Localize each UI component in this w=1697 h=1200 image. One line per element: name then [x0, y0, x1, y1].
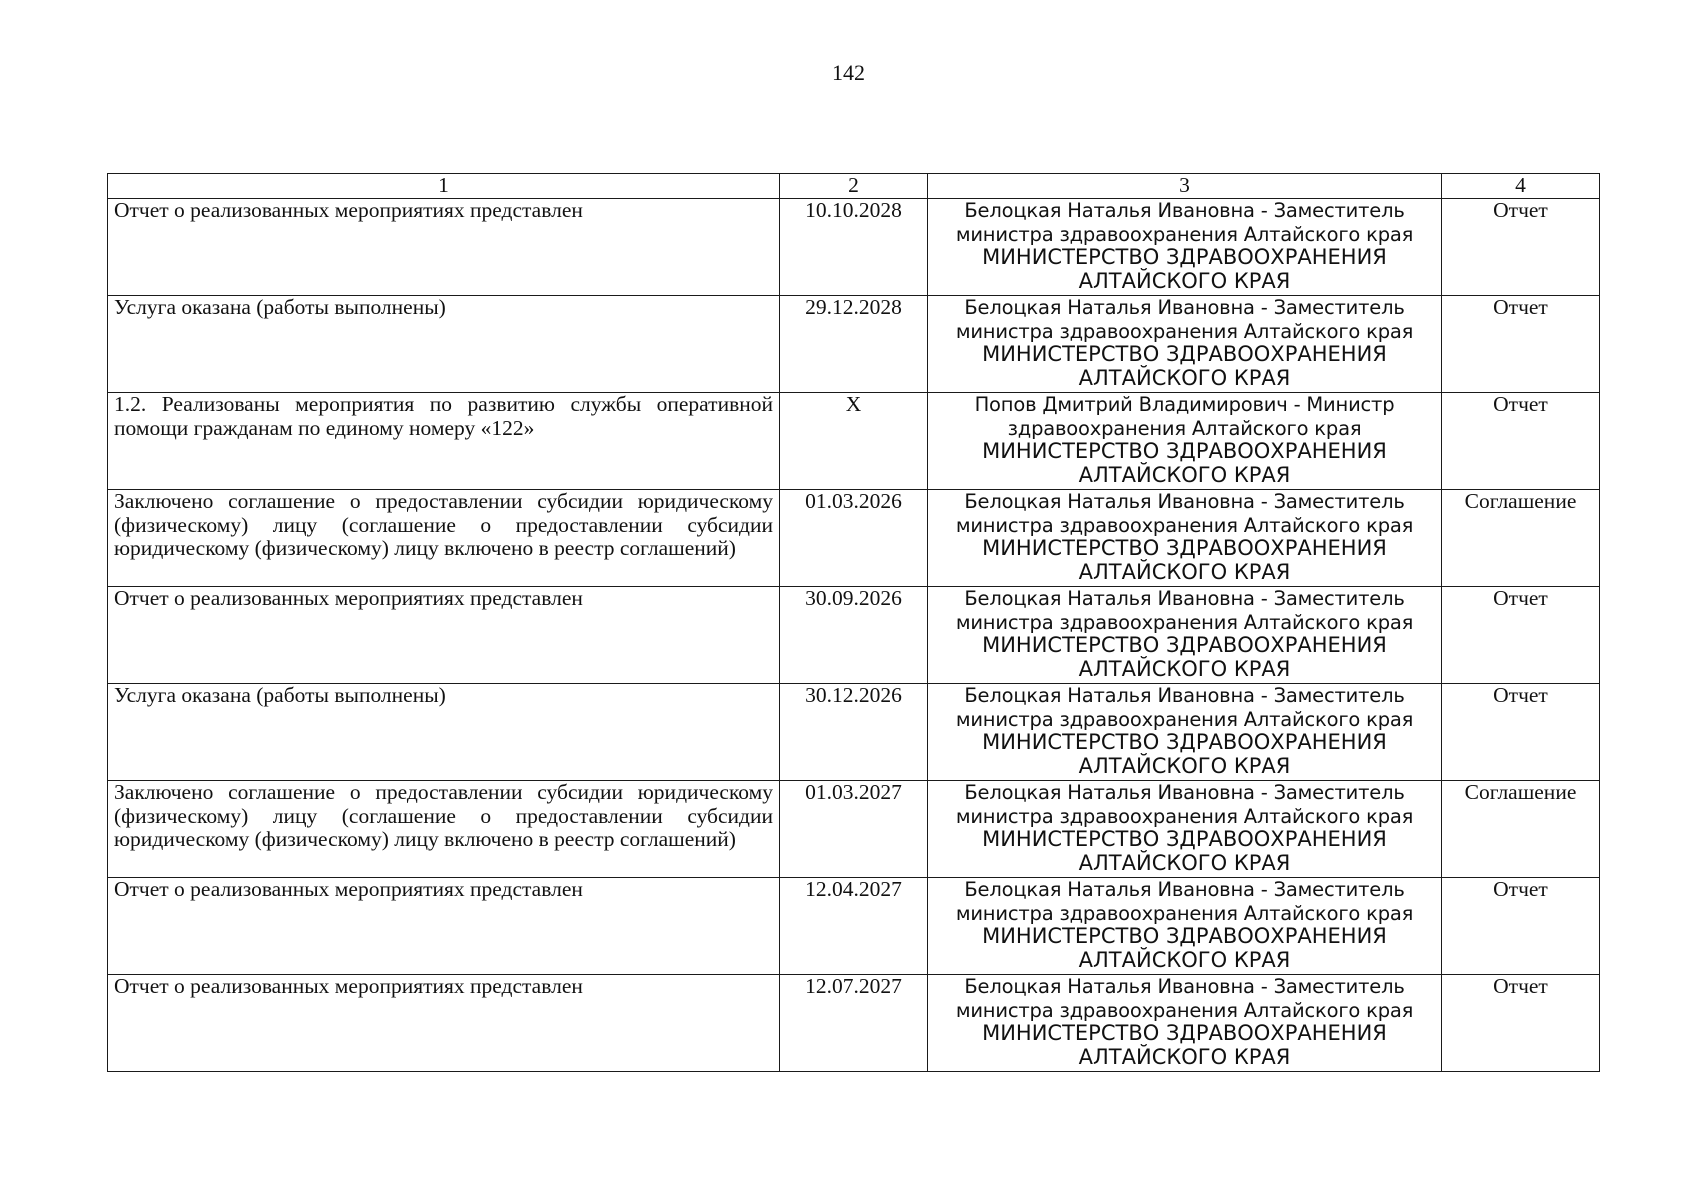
responsible-organization: МИНИСТЕРСТВО ЗДРАВООХРАНЕНИЯ АЛТАЙСКОГО КРАЯ — [982, 536, 1387, 584]
date-cell: 10.10.2028 — [780, 199, 928, 296]
document-table — [107, 173, 1600, 1072]
responsible-person: Белоцкая Наталья Ивановна - Заместитель министра здравоохранения Алтайского края — [955, 199, 1414, 246]
document-type-cell: Отчет — [1442, 296, 1600, 393]
result-cell: Заключено соглашение о предоставлении субсидии юридическому (физическому) лицу (соглашение о предоставлении субсидии юридическому (физическому) лицу включено в реестр соглашений) — [108, 781, 780, 878]
responsible-organization: МИНИСТЕРСТВО ЗДРАВООХРАНЕНИЯ АЛТАЙСКОГО КРАЯ — [982, 1021, 1387, 1069]
responsible-cell — [928, 684, 1442, 781]
responsible-cell — [928, 490, 1442, 587]
table-row — [108, 393, 1600, 490]
responsible-organization: МИНИСТЕРСТВО ЗДРАВООХРАНЕНИЯ АЛТАЙСКОГО КРАЯ — [982, 633, 1387, 681]
date-cell: 01.03.2026 — [780, 490, 928, 587]
table-row — [108, 296, 1600, 393]
table-row — [108, 587, 1600, 684]
table-row — [108, 781, 1600, 878]
responsible-person: Белоцкая Наталья Ивановна - Заместитель министра здравоохранения Алтайского края — [955, 975, 1414, 1022]
date-cell: X — [780, 393, 928, 490]
responsible-cell — [928, 393, 1442, 490]
date-cell: 30.09.2026 — [780, 587, 928, 684]
document-type-cell: Отчет — [1442, 975, 1600, 1072]
date-cell: 30.12.2026 — [780, 684, 928, 781]
responsible-cell — [928, 199, 1442, 296]
document-type-cell: Отчет — [1442, 878, 1600, 975]
responsible-organization: МИНИСТЕРСТВО ЗДРАВООХРАНЕНИЯ АЛТАЙСКОГО КРАЯ — [982, 924, 1387, 972]
responsible-organization: МИНИСТЕРСТВО ЗДРАВООХРАНЕНИЯ АЛТАЙСКОГО КРАЯ — [982, 827, 1387, 875]
responsible-person: Белоцкая Наталья Ивановна - Заместитель министра здравоохранения Алтайского края — [955, 587, 1414, 634]
responsible-person: Попов Дмитрий Владимирович - Министр здравоохранения Алтайского края — [974, 393, 1395, 440]
responsible-cell — [928, 878, 1442, 975]
column-number-1: 1 — [108, 174, 780, 199]
date-cell: 12.04.2027 — [780, 878, 928, 975]
result-cell: Услуга оказана (работы выполнены) — [108, 296, 780, 393]
responsible-person: Белоцкая Наталья Ивановна - Заместитель министра здравоохранения Алтайского края — [955, 878, 1414, 925]
result-cell: 1.2. Реализованы мероприятия по развитию службы оперативной помощи гражданам по единому номеру «122» — [108, 393, 780, 490]
responsible-organization: МИНИСТЕРСТВО ЗДРАВООХРАНЕНИЯ АЛТАЙСКОГО КРАЯ — [982, 730, 1387, 778]
page-number: 142 — [832, 60, 865, 85]
result-cell: Отчет о реализованных мероприятиях представлен — [108, 975, 780, 1072]
result-cell: Отчет о реализованных мероприятиях представлен — [108, 587, 780, 684]
responsible-person: Белоцкая Наталья Ивановна - Заместитель министра здравоохранения Алтайского края — [955, 490, 1414, 537]
table-row — [108, 684, 1600, 781]
result-cell: Отчет о реализованных мероприятиях представлен — [108, 878, 780, 975]
document-type-cell: Соглашение — [1442, 781, 1600, 878]
responsible-organization: МИНИСТЕРСТВО ЗДРАВООХРАНЕНИЯ АЛТАЙСКОГО КРАЯ — [982, 342, 1387, 390]
document-type-cell: Отчет — [1442, 393, 1600, 490]
result-cell: Заключено соглашение о предоставлении субсидии юридическому (физическому) лицу (соглашение о предоставлении субсидии юридическому (физическому) лицу включено в реестр соглашений) — [108, 490, 780, 587]
document-type-cell: Отчет — [1442, 587, 1600, 684]
column-number-2: 2 — [780, 174, 928, 199]
responsible-cell — [928, 587, 1442, 684]
date-cell: 01.03.2027 — [780, 781, 928, 878]
column-number-4: 4 — [1442, 174, 1600, 199]
table-header-row — [108, 174, 1600, 199]
responsible-person: Белоцкая Наталья Ивановна - Заместитель министра здравоохранения Алтайского края — [955, 781, 1414, 828]
table-row — [108, 199, 1600, 296]
document-type-cell: Отчет — [1442, 199, 1600, 296]
column-number-3: 3 — [928, 174, 1442, 199]
table-row — [108, 975, 1600, 1072]
date-cell: 29.12.2028 — [780, 296, 928, 393]
document-type-cell: Отчет — [1442, 684, 1600, 781]
document-type-cell: Соглашение — [1442, 490, 1600, 587]
responsible-organization: МИНИСТЕРСТВО ЗДРАВООХРАНЕНИЯ АЛТАЙСКОГО КРАЯ — [982, 245, 1387, 293]
result-cell: Отчет о реализованных мероприятиях представлен — [108, 199, 780, 296]
date-cell: 12.07.2027 — [780, 975, 928, 1072]
responsible-person: Белоцкая Наталья Ивановна - Заместитель министра здравоохранения Алтайского края — [955, 684, 1414, 731]
responsible-person: Белоцкая Наталья Ивановна - Заместитель министра здравоохранения Алтайского края — [955, 296, 1414, 343]
responsible-cell — [928, 781, 1442, 878]
responsible-cell — [928, 975, 1442, 1072]
responsible-cell — [928, 296, 1442, 393]
table-row — [108, 490, 1600, 587]
table-row — [108, 878, 1600, 975]
responsible-organization: МИНИСТЕРСТВО ЗДРАВООХРАНЕНИЯ АЛТАЙСКОГО КРАЯ — [982, 439, 1387, 487]
result-cell: Услуга оказана (работы выполнены) — [108, 684, 780, 781]
